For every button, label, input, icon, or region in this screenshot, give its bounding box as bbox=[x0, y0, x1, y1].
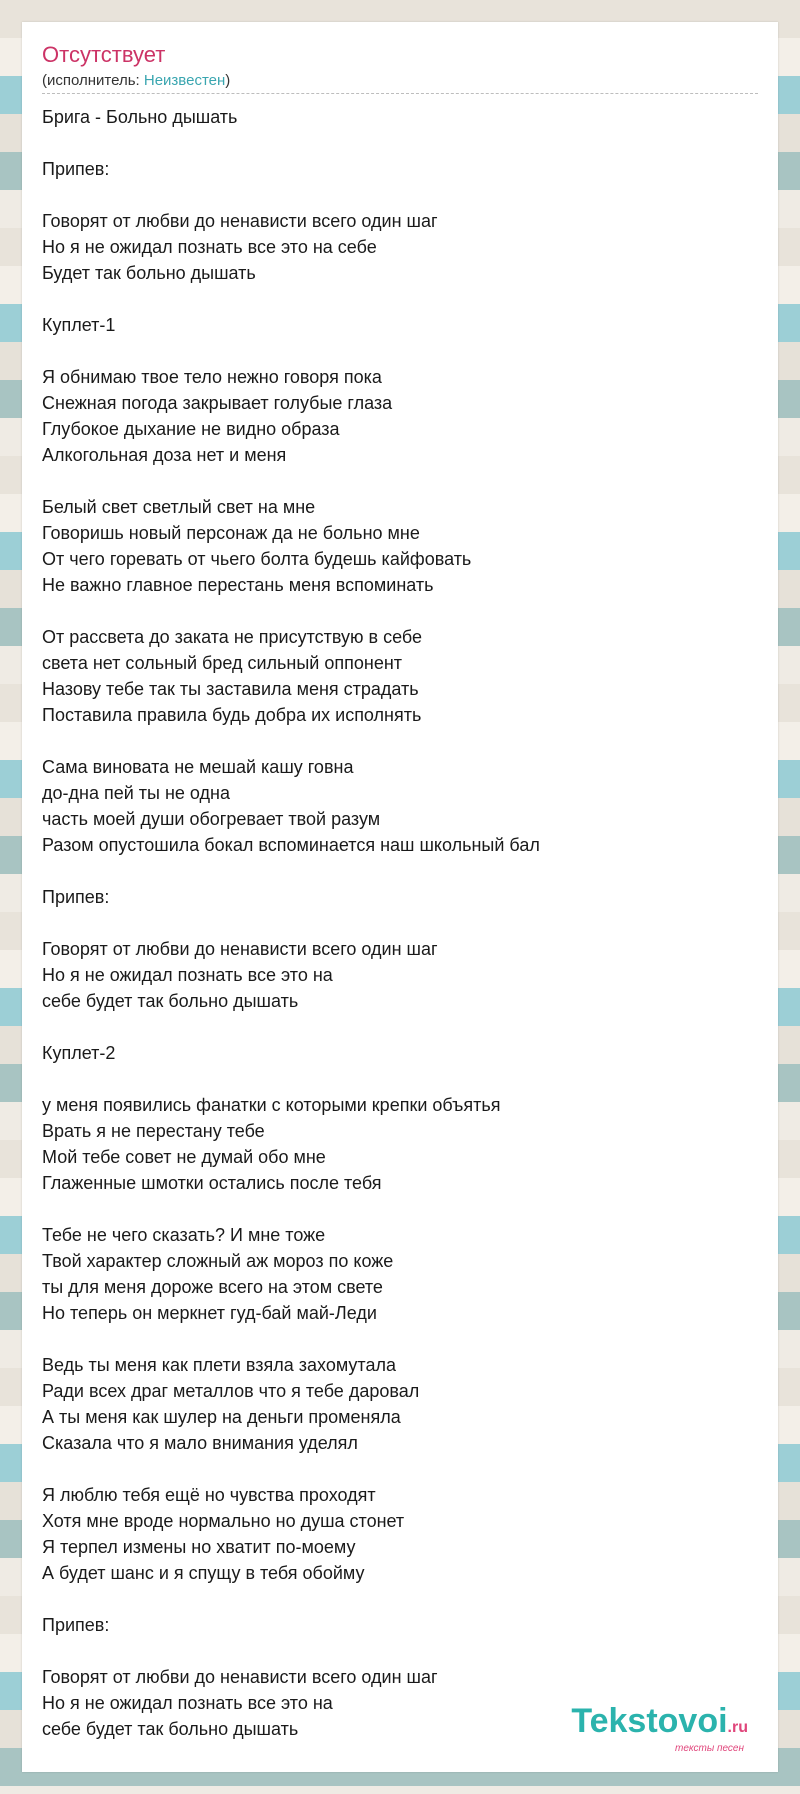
lyric-line: Но я не ожидал познать все это на bbox=[42, 965, 333, 985]
lyric-line: Но я не ожидал познать все это на bbox=[42, 1693, 333, 1713]
lyric-line: Ради всех драг металлов что я тебе даровал bbox=[42, 1381, 420, 1401]
artist-link[interactable]: Неизвестен bbox=[143, 72, 226, 89]
header-divider bbox=[42, 93, 758, 94]
site-logo[interactable] bbox=[571, 1704, 748, 1754]
lyric-line: Припев: bbox=[42, 1615, 110, 1635]
lyrics-card bbox=[22, 22, 778, 1772]
lyric-line: Ведь ты меня как плети взяла захомутала bbox=[42, 1355, 396, 1375]
lyric-line: Куплет-1 bbox=[42, 315, 116, 335]
lyric-line: Я обнимаю твое тело нежно говоря пока bbox=[42, 367, 382, 387]
lyric-line: Говоришь новый персонаж да не больно мне bbox=[42, 523, 420, 543]
lyric-line: света нет сольный бред сильный оппонент bbox=[42, 653, 403, 673]
lyric-line: Разом опустошила бокал вспоминается наш школьный бал bbox=[42, 835, 540, 855]
lyric-line: часть моей души обогревает твой разум bbox=[42, 809, 381, 829]
lyric-line: Не важно главное перестань меня вспоминать bbox=[42, 575, 434, 595]
lyric-line: От чего горевать от чьего болта будешь кайфовать bbox=[42, 549, 472, 569]
artist-line bbox=[42, 72, 230, 90]
lyric-line: Алкогольная доза нет и меня bbox=[42, 445, 287, 465]
lyric-line: у меня появились фанатки с которыми крепки объятья bbox=[42, 1095, 501, 1115]
artist-suffix: ) bbox=[225, 72, 231, 89]
lyric-line: Я люблю тебя ещё но чувства проходят bbox=[42, 1485, 376, 1505]
lyric-line: Но теперь он меркнет гуд-бай май-Леди bbox=[42, 1303, 377, 1323]
lyric-line: А ты меня как шулер на деньги променяла bbox=[42, 1407, 401, 1427]
lyric-line: Снежная погода закрывает голубые глаза bbox=[42, 393, 393, 413]
lyric-line: Белый свет светлый свет на мне bbox=[42, 497, 316, 517]
lyric-line: Глаженные шмотки остались после тебя bbox=[42, 1173, 382, 1193]
lyric-line: От рассвета до заката не присутствую в себе bbox=[42, 627, 423, 647]
lyric-line: А будет шанс и я спущу в тебя обойму bbox=[42, 1563, 365, 1583]
lyric-line: Твой характер сложный аж мороз по коже bbox=[42, 1251, 394, 1271]
lyric-line: Припев: bbox=[42, 159, 110, 179]
lyric-line: Будет так больно дышать bbox=[42, 263, 256, 283]
lyric-line: ты для меня дороже всего на этом свете bbox=[42, 1277, 383, 1297]
lyric-line: Сама виновата не мешай кашу говна bbox=[42, 757, 354, 777]
lyrics-text bbox=[42, 104, 762, 1742]
lyric-line: Сказала что я мало внимания уделял bbox=[42, 1433, 358, 1453]
lyric-line: Припев: bbox=[42, 887, 110, 907]
lyric-line: Тебе не чего сказать? И мне тоже bbox=[42, 1225, 326, 1245]
lyric-line: Куплет-2 bbox=[42, 1043, 116, 1063]
song-title: Отсутствует bbox=[42, 42, 166, 67]
lyric-line: Врать я не перестану тебе bbox=[42, 1121, 265, 1141]
lyric-line: Я терпел измены но хватит по-моему bbox=[42, 1537, 356, 1557]
lyric-line: себе будет так больно дышать bbox=[42, 1719, 299, 1739]
lyric-line: Но я не ожидал познать все это на себе bbox=[42, 237, 377, 257]
lyric-line: Поставила правила будь добра их исполнять bbox=[42, 705, 422, 725]
logo-tagline: тексты песен bbox=[675, 1743, 744, 1754]
lyric-line: Говорят от любви до ненависти всего один шаг bbox=[42, 211, 438, 231]
logo-name: Tekstovoi bbox=[571, 1702, 728, 1740]
lyric-line: до-дна пей ты не одна bbox=[42, 783, 230, 803]
artist-prefix: (исполнитель: bbox=[42, 72, 144, 89]
lyric-line: Глубокое дыхание не видно образа bbox=[42, 419, 340, 439]
logo-domain: .ru bbox=[727, 1719, 748, 1736]
lyric-line: Брига - Больно дышать bbox=[42, 107, 238, 127]
lyric-line: Говорят от любви до ненависти всего один шаг bbox=[42, 939, 438, 959]
lyric-line: Назову тебе так ты заставила меня страдать bbox=[42, 679, 419, 699]
lyric-line: Хотя мне вроде нормально но душа стонет bbox=[42, 1511, 405, 1531]
lyric-line: Говорят от любви до ненависти всего один шаг bbox=[42, 1667, 438, 1687]
lyric-line: Мой тебе совет не думай обо мне bbox=[42, 1147, 326, 1167]
lyric-line: себе будет так больно дышать bbox=[42, 991, 299, 1011]
